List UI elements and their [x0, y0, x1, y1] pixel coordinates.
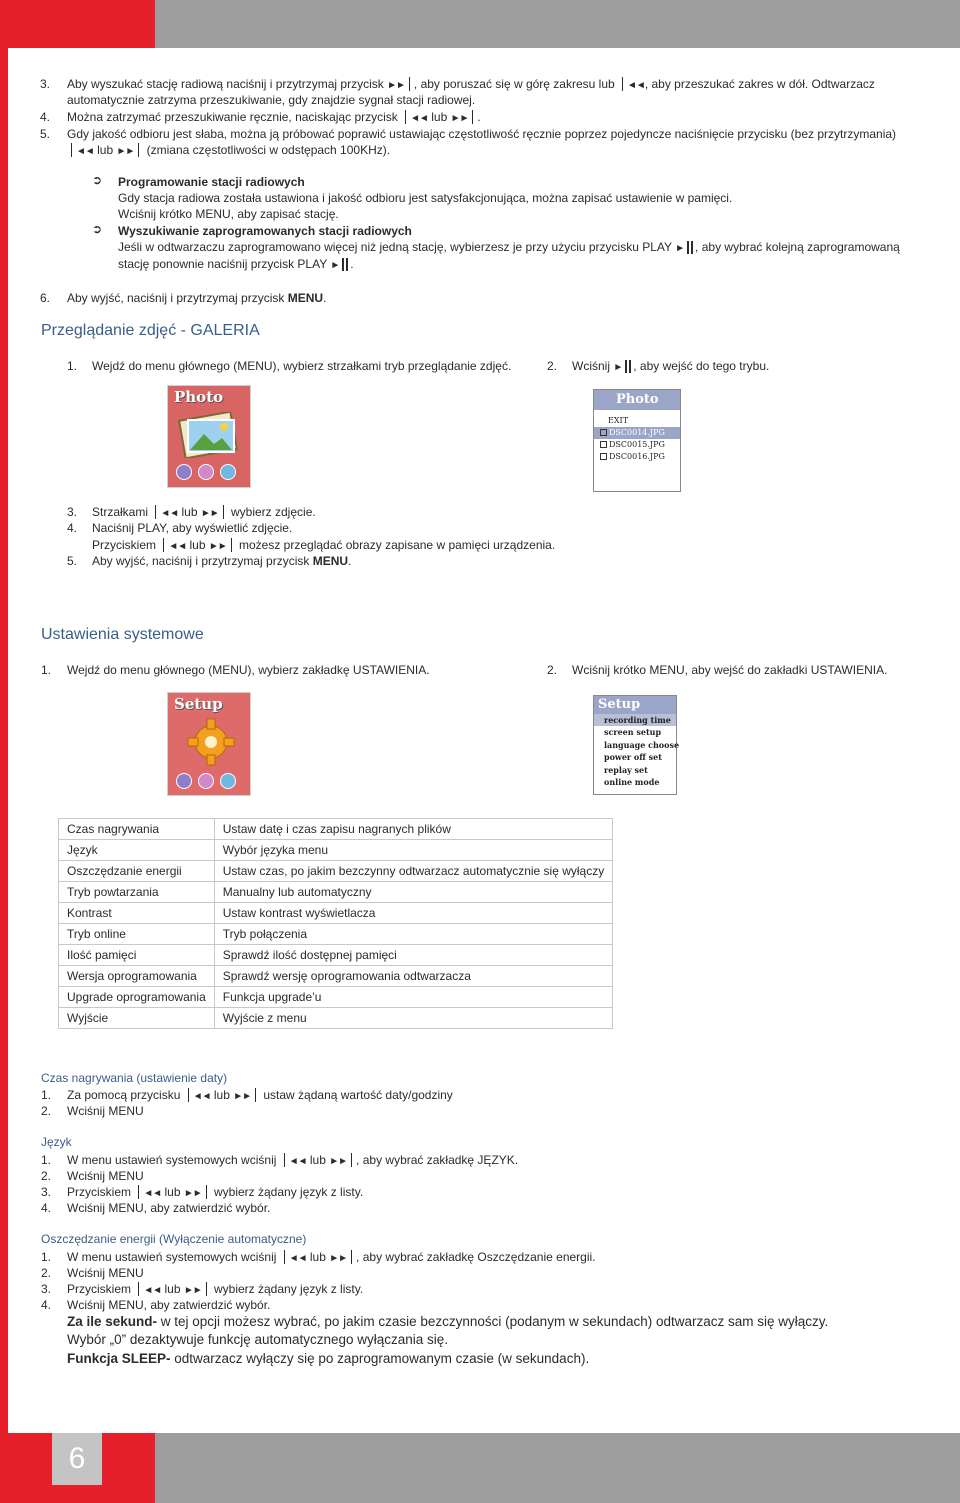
play-icon: ►	[613, 362, 623, 373]
gallery-heading: Przeglądanie zdjęć - GALERIA	[41, 322, 260, 339]
search-title: Wyszukiwanie zaprogramowanych stacji radiowych	[118, 224, 412, 238]
setup-menu	[593, 695, 680, 795]
power-note-3: Funkcja SLEEP- odtwarzacz wyłączy się po zaprogramowanym czasie (w sekundach).	[67, 1351, 590, 1366]
power-step2: Wciśnij MENU	[67, 1266, 144, 1280]
table-row	[59, 840, 613, 861]
fast-forward-icon: ►►	[208, 541, 227, 552]
setting-name-cell: Wersja oprogramowania	[59, 966, 215, 987]
fast-forward-icon: ►►	[329, 1156, 348, 1167]
gallery-step2: Wciśnij ► , aby wejść do tego trybu.	[572, 358, 769, 377]
power-step2-num: 2.	[41, 1266, 52, 1280]
table-row	[59, 1008, 613, 1029]
language-heading: Język	[41, 1135, 72, 1149]
power-step1-num: 1.	[41, 1250, 52, 1264]
radio-item-3: 3.	[40, 77, 51, 91]
language-step3: Przyciskiem ◄◄ lub ►► wybierz żądany język z listy.	[67, 1184, 363, 1202]
power-step4-num: 4.	[41, 1298, 52, 1312]
setting-name-cell: Oszczędzanie energii	[59, 861, 215, 882]
gallery-step4: Naciśnij PLAY, aby wyświetlić zdjęcie.	[92, 521, 293, 535]
fast-forward-icon: ►►	[116, 146, 135, 157]
language-step1-num: 1.	[41, 1153, 52, 1167]
system-step2: Wciśnij krótko MENU, aby wejść do zakładki USTAWIENIA.	[572, 663, 888, 677]
recording-heading: Czas nagrywania (ustawienie daty)	[41, 1071, 228, 1085]
fast-forward-icon: ►►	[233, 1091, 252, 1102]
gallery-step4-num: 4.	[67, 521, 78, 535]
setup-item-recording-time[interactable]: recording time	[594, 714, 676, 726]
setting-description-cell: Wyjście z menu	[214, 1008, 612, 1029]
fast-forward-icon: ►►	[200, 508, 219, 519]
gallery-step1: Wejdź do menu głównego (MENU), wybierz strzałkami tryb przeglądanie zdjęć.	[92, 359, 512, 373]
radio-item-3-text: Aby wyszukać stację radiową naciśnij i przytrzymaj przycisk ►► , aby poruszać się w górę zakresu lub ◄◄, aby przeszukać zakres w dół. Odtwarzacz	[67, 76, 875, 94]
table-row	[59, 903, 613, 924]
rewind-icon: ◄◄	[143, 1188, 162, 1199]
circled-arrow-icon: ➲	[92, 173, 103, 187]
gallery-step4b: Przyciskiem ◄◄ lub ►► możesz przeglądać obrazy zapisane w pamięci urządzenia.	[92, 537, 555, 555]
power-note-1: Za ile sekund- w tej opcji możesz wybrać, po jakim czasie bezczynności (podanym w sekundach) odtwarzacz sam się wyłączy.	[67, 1314, 829, 1329]
setup-item-online[interactable]: online mode	[604, 776, 660, 787]
setup-item-power-off[interactable]: power off set	[604, 752, 662, 763]
language-step1: W menu ustawień systemowych wciśnij ◄◄ lub ►► , aby wybrać zakładkę JĘZYK.	[67, 1152, 518, 1170]
radio-item-4-num: 4.	[40, 110, 51, 124]
power-step3-num: 3.	[41, 1282, 52, 1296]
menu-item-exit[interactable]: EXIT	[608, 416, 629, 425]
setup-item-language[interactable]: language choose	[604, 739, 680, 750]
power-note-2: Wybór „0” dezaktywuje funkcję automatycznego wyłączania się.	[67, 1332, 449, 1347]
fast-forward-icon: ►►	[450, 113, 469, 124]
setting-name-cell: Upgrade oprogramowania	[59, 987, 215, 1008]
radio-item-6-num: 6.	[40, 291, 51, 305]
play-icon: ►	[330, 260, 340, 271]
photo-file-menu	[593, 389, 681, 492]
rewind-icon: ◄◄	[288, 1156, 307, 1167]
language-step4: Wciśnij MENU, aby zatwierdzić wybór.	[67, 1201, 271, 1215]
gallery-step5: Aby wyjść, naciśnij i przytrzymaj przycisk MENU.	[92, 554, 352, 568]
fast-forward-icon: ►►	[183, 1285, 202, 1296]
system-step1: Wejdź do menu głównego (MENU), wybierz zakładkę USTAWIENIA.	[67, 663, 430, 677]
search-line1: Jeśli w odtwarzaczu zaprogramowano więcej niż jedną stację, wybierzesz je przy użyciu przycisku PLAY ► , aby wybrać kolejną zaprogramowaną	[118, 239, 900, 258]
radio-item-3-line2: automatycznie zatrzyma przeszukiwanie, gdy znajdzie sygnał stacji radiowej.	[67, 93, 476, 107]
rewind-icon: ◄◄	[168, 541, 187, 552]
mode-icons	[176, 464, 236, 480]
setting-name-cell: Czas nagrywania	[59, 819, 215, 840]
settings-table	[58, 818, 613, 1029]
rewind-icon: ◄◄	[410, 113, 428, 124]
header-red-block	[0, 0, 155, 48]
setup-tile-title: Setup	[174, 695, 223, 713]
system-heading: Ustawienia systemowe	[41, 626, 204, 643]
setting-name-cell: Język	[59, 840, 215, 861]
recording-step2-num: 2.	[41, 1104, 52, 1118]
photo-tile-title: Photo	[174, 388, 224, 406]
setting-name-cell: Tryb powtarzania	[59, 882, 215, 903]
prog-line1: Gdy stacja radiowa została ustawiona i jakość odbioru jest satysfakcjonująca, można zapisać ustawienie w pamięci.	[118, 191, 733, 205]
fast-forward-icon: ►►	[387, 80, 405, 91]
prog-line2: Wciśnij krótko MENU, aby zapisać stację.	[118, 207, 339, 221]
power-step3: Przyciskiem ◄◄ lub ►► wybierz żądany język z listy.	[67, 1281, 363, 1299]
table-row	[59, 987, 613, 1008]
setup-item-replay[interactable]: replay set	[604, 764, 648, 775]
radio-item-5-line2: ◄◄ lub ►► (zmiana częstotliwości w odstępach 100KHz).	[67, 142, 390, 160]
table-row	[59, 945, 613, 966]
left-red-stripe	[0, 48, 8, 1433]
radio-item-5-line1: Gdy jakość odbioru jest słaba, można ją próbować poprawić ustawiając częstotliwość ręcznie poprzez pojedyncze naciśnięcie przycisku (bez przytrzymania)	[67, 127, 897, 141]
rewind-icon: ◄◄	[288, 1253, 307, 1264]
radio-item-4-text: Można zatrzymać przeszukiwanie ręcznie, naciskając przycisk ◄◄ lub ►► .	[67, 109, 481, 127]
menu-item-file[interactable]: DSC0016.JPG	[594, 451, 680, 463]
rewind-icon: ◄◄	[143, 1285, 162, 1296]
setting-description-cell: Sprawdź wersję oprogramowania odtwarzacza	[214, 966, 612, 987]
gallery-step5-num: 5.	[67, 554, 78, 568]
photo-icon	[178, 412, 242, 458]
menu-item-file[interactable]: DSC0015.JPG	[594, 439, 680, 451]
prog-title: Programowanie stacji radiowych	[118, 175, 305, 189]
setting-description-cell: Tryb połączenia	[214, 924, 612, 945]
setting-name-cell: Kontrast	[59, 903, 215, 924]
photo-mode-tile	[167, 385, 251, 488]
table-row	[59, 819, 613, 840]
setting-name-cell: Tryb online	[59, 924, 215, 945]
photo-menu-title: Photo	[594, 390, 680, 410]
setup-item-screen-setup[interactable]: screen setup	[604, 727, 662, 738]
power-step1: W menu ustawień systemowych wciśnij ◄◄ lub ►► , aby wybrać zakładkę Oszczędzanie energii.	[67, 1249, 596, 1267]
rewind-icon: ◄◄	[192, 1091, 211, 1102]
setting-description-cell: Manualny lub automatyczny	[214, 882, 612, 903]
table-row	[59, 966, 613, 987]
gallery-step3-num: 3.	[67, 505, 78, 519]
system-step2-num: 2.	[547, 663, 558, 677]
system-step1-num: 1.	[41, 663, 52, 677]
table-row	[59, 882, 613, 903]
fast-forward-icon: ►►	[183, 1188, 202, 1199]
gallery-step1-num: 1.	[67, 359, 78, 373]
radio-item-6-text: Aby wyjść, naciśnij i przytrzymaj przycisk MENU.	[67, 291, 327, 305]
language-step2: Wciśnij MENU	[67, 1169, 144, 1183]
pause-icon	[687, 241, 695, 258]
setting-name-cell: Ilość pamięci	[59, 945, 215, 966]
play-icon: ►	[675, 243, 685, 254]
setting-name-cell: Wyjście	[59, 1008, 215, 1029]
setting-description-cell: Funkcja upgrade’u	[214, 987, 612, 1008]
rewind-icon: ◄◄	[76, 146, 94, 157]
radio-item-5-num: 5.	[40, 127, 51, 141]
recording-step2: Wciśnij MENU	[67, 1104, 144, 1118]
fast-forward-icon: ►►	[329, 1253, 348, 1264]
circled-arrow-icon: ➲	[92, 222, 103, 236]
language-step2-num: 2.	[41, 1169, 52, 1183]
rewind-icon: ◄◄	[627, 80, 645, 91]
gallery-step3: Strzałkami ◄◄ lub ►► wybierz zdjęcie.	[92, 504, 316, 522]
setup-mode-tile	[167, 692, 251, 796]
rewind-icon: ◄◄	[160, 508, 179, 519]
power-heading: Oszczędzanie energii (Wyłączenie automatyczne)	[41, 1232, 307, 1246]
table-row	[59, 924, 613, 945]
page-number: 6	[52, 1433, 102, 1485]
setting-description-cell: Sprawdź ilość dostępnej pamięci	[214, 945, 612, 966]
recording-step1-num: 1.	[41, 1088, 52, 1102]
table-row	[59, 861, 613, 882]
setup-menu-title: Setup	[594, 696, 676, 714]
gallery-step2-num: 2.	[547, 359, 558, 373]
gear-icon	[186, 717, 236, 767]
setting-description-cell: Ustaw kontrast wyświetlacza	[214, 903, 612, 924]
search-line2: stację ponownie naciśnij przycisk PLAY ► .	[118, 256, 354, 275]
recording-step1: Za pomocą przycisku ◄◄ lub ►► ustaw żądaną wartość daty/godziny	[67, 1087, 453, 1105]
language-step3-num: 3.	[41, 1185, 52, 1199]
mode-icons	[176, 773, 236, 789]
language-step4-num: 4.	[41, 1201, 52, 1215]
setting-description-cell: Ustaw czas, po jakim bezczynny odtwarzacz automatycznie się wyłączy	[214, 861, 612, 882]
setting-description-cell: Wybór języka menu	[214, 840, 612, 861]
menu-item-file[interactable]: DSC0014.JPG	[594, 427, 680, 439]
power-step4: Wciśnij MENU, aby zatwierdzić wybór.	[67, 1298, 271, 1312]
setting-description-cell: Ustaw datę i czas zapisu nagranych plików	[214, 819, 612, 840]
